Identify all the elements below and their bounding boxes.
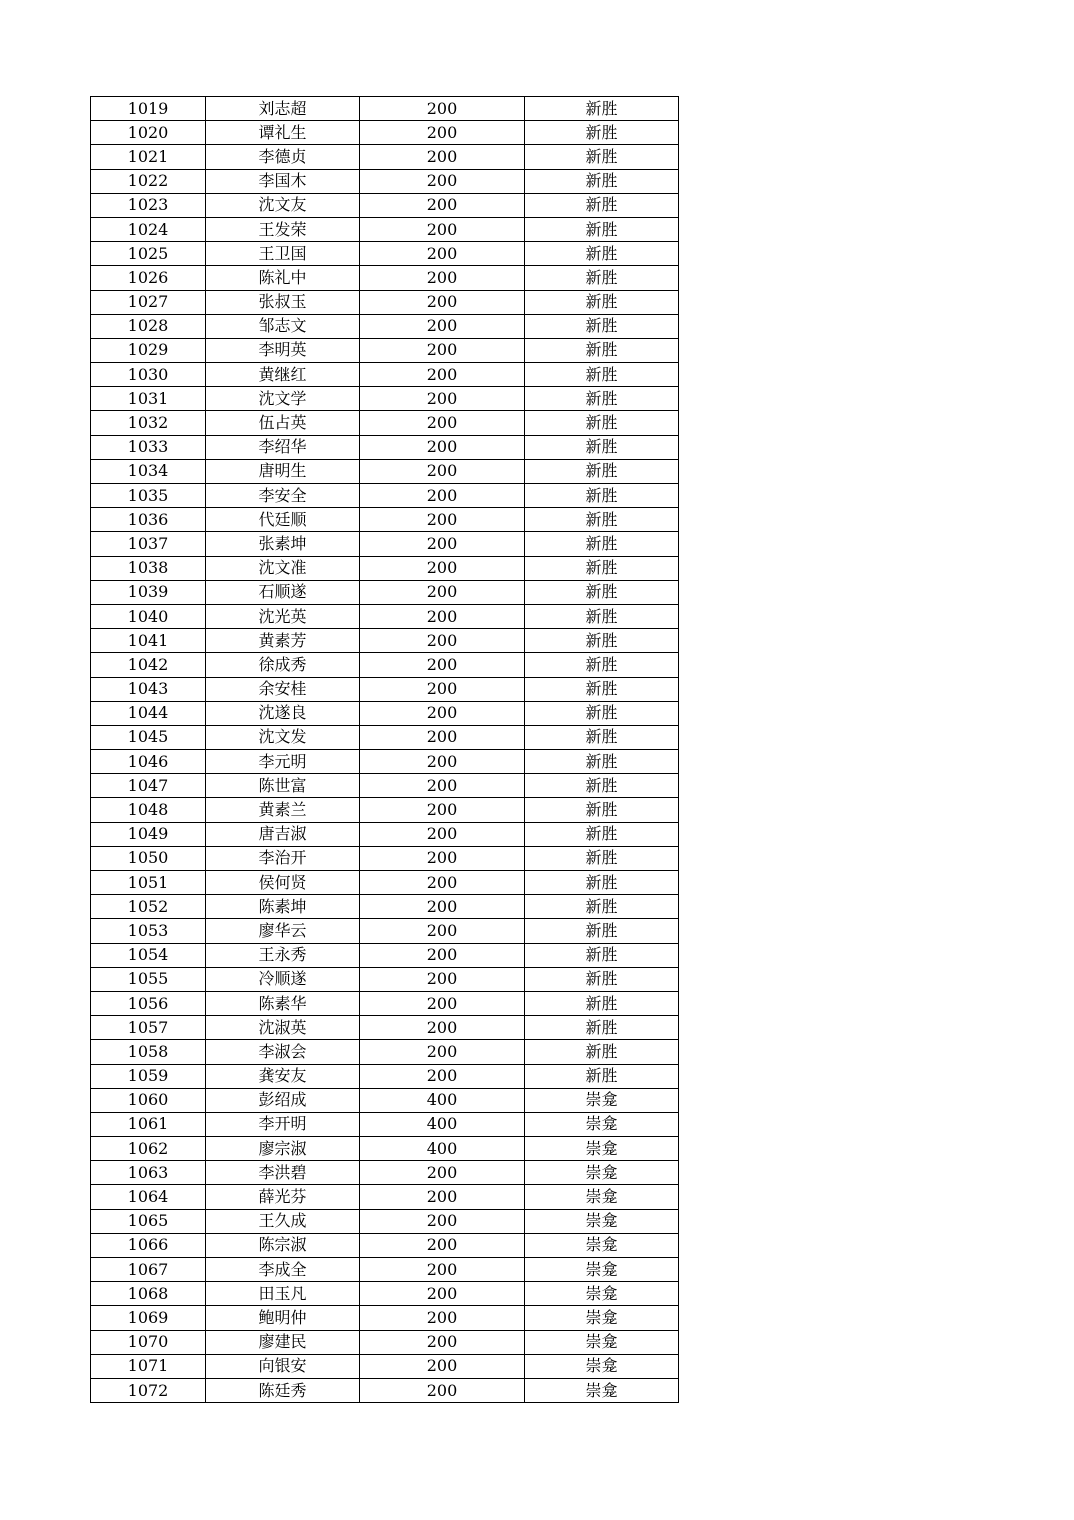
cell-village: 新胜 [525, 338, 679, 362]
table-row [91, 314, 679, 338]
cell-village: 新胜 [525, 943, 679, 967]
cell-amount: 200 [360, 314, 525, 338]
cell-amount: 200 [360, 459, 525, 483]
cell-name: 陈世富 [206, 774, 360, 798]
table-row [91, 387, 679, 411]
cell-serial-number: 1023 [91, 193, 206, 217]
cell-amount: 200 [360, 363, 525, 387]
cell-name: 陈礼中 [206, 266, 360, 290]
table-row [91, 242, 679, 266]
cell-village: 新胜 [525, 387, 679, 411]
table-row [91, 750, 679, 774]
cell-name: 鲍明仲 [206, 1306, 360, 1330]
table-row [91, 508, 679, 532]
cell-name: 代廷顺 [206, 508, 360, 532]
cell-name: 王发荣 [206, 217, 360, 241]
cell-village: 崇龛 [525, 1354, 679, 1378]
cell-amount: 200 [360, 1306, 525, 1330]
cell-amount: 200 [360, 846, 525, 870]
cell-village: 新胜 [525, 242, 679, 266]
cell-amount: 200 [360, 217, 525, 241]
cell-village: 新胜 [525, 459, 679, 483]
cell-name: 彭绍成 [206, 1088, 360, 1112]
cell-amount: 200 [360, 1282, 525, 1306]
cell-serial-number: 1044 [91, 701, 206, 725]
table-row [91, 1040, 679, 1064]
table-row [91, 121, 679, 145]
cell-amount: 200 [360, 1330, 525, 1354]
cell-serial-number: 1020 [91, 121, 206, 145]
cell-name: 陈素华 [206, 991, 360, 1015]
cell-village: 新胜 [525, 580, 679, 604]
cell-village: 新胜 [525, 895, 679, 919]
cell-serial-number: 1025 [91, 242, 206, 266]
cell-village: 新胜 [525, 677, 679, 701]
cell-amount: 400 [360, 1112, 525, 1136]
table-row [91, 338, 679, 362]
cell-amount: 200 [360, 871, 525, 895]
cell-village: 新胜 [525, 629, 679, 653]
table-row [91, 1378, 679, 1402]
table-row [91, 145, 679, 169]
cell-serial-number: 1058 [91, 1040, 206, 1064]
cell-name: 王永秀 [206, 943, 360, 967]
cell-village: 新胜 [525, 290, 679, 314]
table-row [91, 871, 679, 895]
cell-amount: 200 [360, 556, 525, 580]
table-row [91, 290, 679, 314]
cell-amount: 200 [360, 653, 525, 677]
cell-village: 新胜 [525, 169, 679, 193]
table-body [91, 97, 679, 1403]
cell-name: 唐吉淑 [206, 822, 360, 846]
table-row [91, 1088, 679, 1112]
cell-village: 新胜 [525, 725, 679, 749]
cell-name: 张素坤 [206, 532, 360, 556]
table-row [91, 1161, 679, 1185]
cell-amount: 200 [360, 1016, 525, 1040]
cell-serial-number: 1040 [91, 604, 206, 628]
table-row [91, 677, 679, 701]
cell-amount: 200 [360, 919, 525, 943]
table-row [91, 411, 679, 435]
cell-name: 沈文发 [206, 725, 360, 749]
cell-serial-number: 1043 [91, 677, 206, 701]
cell-amount: 200 [360, 1378, 525, 1402]
cell-amount: 200 [360, 798, 525, 822]
cell-name: 沈光英 [206, 604, 360, 628]
cell-serial-number: 1055 [91, 967, 206, 991]
cell-amount: 200 [360, 1064, 525, 1088]
cell-amount: 400 [360, 1088, 525, 1112]
cell-serial-number: 1028 [91, 314, 206, 338]
cell-name: 沈文学 [206, 387, 360, 411]
cell-serial-number: 1047 [91, 774, 206, 798]
table-row [91, 701, 679, 725]
cell-name: 李安全 [206, 484, 360, 508]
cell-amount: 200 [360, 604, 525, 628]
cell-serial-number: 1021 [91, 145, 206, 169]
cell-serial-number: 1027 [91, 290, 206, 314]
cell-amount: 200 [360, 1040, 525, 1064]
table-row [91, 435, 679, 459]
cell-amount: 200 [360, 677, 525, 701]
cell-amount: 200 [360, 266, 525, 290]
cell-name: 廖宗淑 [206, 1137, 360, 1161]
cell-serial-number: 1034 [91, 459, 206, 483]
cell-name: 谭礼生 [206, 121, 360, 145]
cell-serial-number: 1070 [91, 1330, 206, 1354]
table-row [91, 653, 679, 677]
cell-amount: 200 [360, 967, 525, 991]
table-row [91, 532, 679, 556]
cell-name: 廖华云 [206, 919, 360, 943]
cell-village: 新胜 [525, 774, 679, 798]
cell-serial-number: 1067 [91, 1258, 206, 1282]
table-row [91, 846, 679, 870]
cell-serial-number: 1035 [91, 484, 206, 508]
cell-name: 黄继红 [206, 363, 360, 387]
cell-name: 王久成 [206, 1209, 360, 1233]
cell-name: 李国木 [206, 169, 360, 193]
table-row [91, 1233, 679, 1257]
cell-name: 田玉凡 [206, 1282, 360, 1306]
cell-village: 新胜 [525, 750, 679, 774]
table-row [91, 459, 679, 483]
table-row [91, 1209, 679, 1233]
cell-serial-number: 1069 [91, 1306, 206, 1330]
cell-village: 新胜 [525, 363, 679, 387]
cell-village: 新胜 [525, 967, 679, 991]
cell-name: 王卫国 [206, 242, 360, 266]
cell-serial-number: 1060 [91, 1088, 206, 1112]
cell-serial-number: 1051 [91, 871, 206, 895]
cell-name: 沈文准 [206, 556, 360, 580]
cell-name: 李绍华 [206, 435, 360, 459]
cell-village: 崇龛 [525, 1378, 679, 1402]
cell-serial-number: 1038 [91, 556, 206, 580]
table-row [91, 604, 679, 628]
table-row [91, 193, 679, 217]
cell-village: 新胜 [525, 314, 679, 338]
cell-name: 沈淑英 [206, 1016, 360, 1040]
table-row [91, 169, 679, 193]
table-row [91, 774, 679, 798]
cell-amount: 200 [360, 169, 525, 193]
cell-village: 新胜 [525, 145, 679, 169]
cell-amount: 200 [360, 1209, 525, 1233]
cell-name: 李德贞 [206, 145, 360, 169]
cell-serial-number: 1062 [91, 1137, 206, 1161]
cell-serial-number: 1037 [91, 532, 206, 556]
cell-amount: 200 [360, 580, 525, 604]
cell-village: 新胜 [525, 1040, 679, 1064]
cell-serial-number: 1026 [91, 266, 206, 290]
cell-village: 新胜 [525, 484, 679, 508]
cell-amount: 200 [360, 1233, 525, 1257]
cell-village: 崇龛 [525, 1258, 679, 1282]
cell-village: 新胜 [525, 97, 679, 121]
table-row [91, 97, 679, 121]
cell-village: 新胜 [525, 121, 679, 145]
cell-village: 崇龛 [525, 1306, 679, 1330]
cell-serial-number: 1064 [91, 1185, 206, 1209]
cell-village: 新胜 [525, 508, 679, 532]
cell-village: 新胜 [525, 193, 679, 217]
cell-village: 新胜 [525, 919, 679, 943]
cell-amount: 200 [360, 1258, 525, 1282]
cell-name: 李淑会 [206, 1040, 360, 1064]
cell-village: 新胜 [525, 532, 679, 556]
cell-serial-number: 1059 [91, 1064, 206, 1088]
cell-serial-number: 1054 [91, 943, 206, 967]
cell-amount: 200 [360, 242, 525, 266]
cell-village: 新胜 [525, 653, 679, 677]
cell-amount: 200 [360, 193, 525, 217]
cell-serial-number: 1065 [91, 1209, 206, 1233]
table-row [91, 1354, 679, 1378]
table-row [91, 556, 679, 580]
table-row [91, 895, 679, 919]
cell-name: 薛光芬 [206, 1185, 360, 1209]
cell-serial-number: 1072 [91, 1378, 206, 1402]
cell-serial-number: 1030 [91, 363, 206, 387]
cell-village: 新胜 [525, 604, 679, 628]
cell-serial-number: 1039 [91, 580, 206, 604]
cell-serial-number: 1056 [91, 991, 206, 1015]
cell-name: 陈廷秀 [206, 1378, 360, 1402]
table-row [91, 967, 679, 991]
cell-serial-number: 1029 [91, 338, 206, 362]
spreadsheet-page [90, 96, 678, 1403]
cell-serial-number: 1045 [91, 725, 206, 749]
cell-village: 崇龛 [525, 1209, 679, 1233]
cell-serial-number: 1048 [91, 798, 206, 822]
table-row [91, 1330, 679, 1354]
cell-amount: 200 [360, 895, 525, 919]
cell-amount: 400 [360, 1137, 525, 1161]
cell-amount: 200 [360, 991, 525, 1015]
cell-village: 崇龛 [525, 1282, 679, 1306]
cell-serial-number: 1068 [91, 1282, 206, 1306]
cell-serial-number: 1019 [91, 97, 206, 121]
cell-amount: 200 [360, 97, 525, 121]
cell-serial-number: 1050 [91, 846, 206, 870]
cell-amount: 200 [360, 774, 525, 798]
cell-serial-number: 1053 [91, 919, 206, 943]
cell-name: 侯何贤 [206, 871, 360, 895]
cell-serial-number: 1049 [91, 822, 206, 846]
cell-name: 李治开 [206, 846, 360, 870]
cell-serial-number: 1042 [91, 653, 206, 677]
cell-amount: 200 [360, 629, 525, 653]
cell-name: 张叔玉 [206, 290, 360, 314]
cell-serial-number: 1033 [91, 435, 206, 459]
cell-name: 陈宗淑 [206, 1233, 360, 1257]
cell-village: 新胜 [525, 846, 679, 870]
cell-serial-number: 1031 [91, 387, 206, 411]
cell-amount: 200 [360, 1185, 525, 1209]
cell-amount: 200 [360, 943, 525, 967]
cell-amount: 200 [360, 725, 525, 749]
cell-name: 石顺遂 [206, 580, 360, 604]
cell-name: 李开明 [206, 1112, 360, 1136]
cell-amount: 200 [360, 435, 525, 459]
cell-name: 刘志超 [206, 97, 360, 121]
cell-amount: 200 [360, 484, 525, 508]
cell-name: 李元明 [206, 750, 360, 774]
cell-village: 新胜 [525, 217, 679, 241]
table-row [91, 484, 679, 508]
cell-amount: 200 [360, 121, 525, 145]
cell-name: 徐成秀 [206, 653, 360, 677]
cell-village: 新胜 [525, 798, 679, 822]
subsidy-table [90, 96, 679, 1403]
table-row [91, 266, 679, 290]
cell-name: 李成全 [206, 1258, 360, 1282]
table-row [91, 725, 679, 749]
cell-serial-number: 1052 [91, 895, 206, 919]
cell-serial-number: 1071 [91, 1354, 206, 1378]
table-row [91, 919, 679, 943]
cell-village: 新胜 [525, 435, 679, 459]
cell-serial-number: 1041 [91, 629, 206, 653]
cell-village: 崇龛 [525, 1088, 679, 1112]
cell-amount: 200 [360, 145, 525, 169]
cell-amount: 200 [360, 1354, 525, 1378]
cell-name: 李明英 [206, 338, 360, 362]
table-row [91, 1306, 679, 1330]
table-row [91, 1185, 679, 1209]
cell-village: 新胜 [525, 411, 679, 435]
cell-village: 崇龛 [525, 1233, 679, 1257]
cell-name: 唐明生 [206, 459, 360, 483]
cell-name: 沈遂良 [206, 701, 360, 725]
cell-name: 黄素兰 [206, 798, 360, 822]
cell-serial-number: 1024 [91, 217, 206, 241]
cell-serial-number: 1057 [91, 1016, 206, 1040]
cell-name: 黄素芳 [206, 629, 360, 653]
table-row [91, 1112, 679, 1136]
table-row [91, 217, 679, 241]
cell-amount: 200 [360, 290, 525, 314]
cell-village: 崇龛 [525, 1137, 679, 1161]
cell-name: 李洪碧 [206, 1161, 360, 1185]
table-row [91, 1258, 679, 1282]
cell-amount: 200 [360, 701, 525, 725]
cell-amount: 200 [360, 1161, 525, 1185]
cell-amount: 200 [360, 750, 525, 774]
cell-serial-number: 1061 [91, 1112, 206, 1136]
cell-name: 龚安友 [206, 1064, 360, 1088]
cell-name: 廖建民 [206, 1330, 360, 1354]
cell-serial-number: 1022 [91, 169, 206, 193]
cell-name: 邹志文 [206, 314, 360, 338]
cell-amount: 200 [360, 338, 525, 362]
cell-name: 沈文友 [206, 193, 360, 217]
table-row [91, 943, 679, 967]
cell-serial-number: 1066 [91, 1233, 206, 1257]
table-row [91, 991, 679, 1015]
cell-name: 冷顺遂 [206, 967, 360, 991]
table-row [91, 629, 679, 653]
cell-village: 新胜 [525, 1064, 679, 1088]
table-row [91, 798, 679, 822]
cell-village: 崇龛 [525, 1330, 679, 1354]
cell-serial-number: 1032 [91, 411, 206, 435]
cell-serial-number: 1063 [91, 1161, 206, 1185]
cell-village: 新胜 [525, 822, 679, 846]
cell-amount: 200 [360, 411, 525, 435]
cell-serial-number: 1036 [91, 508, 206, 532]
table-row [91, 1064, 679, 1088]
table-row [91, 1016, 679, 1040]
table-row [91, 822, 679, 846]
cell-amount: 200 [360, 387, 525, 411]
table-row [91, 1137, 679, 1161]
cell-name: 伍占英 [206, 411, 360, 435]
cell-village: 新胜 [525, 701, 679, 725]
cell-village: 新胜 [525, 1016, 679, 1040]
cell-village: 崇龛 [525, 1161, 679, 1185]
cell-village: 新胜 [525, 871, 679, 895]
cell-amount: 200 [360, 822, 525, 846]
cell-name: 余安桂 [206, 677, 360, 701]
table-row [91, 1282, 679, 1306]
cell-village: 崇龛 [525, 1112, 679, 1136]
cell-village: 崇龛 [525, 1185, 679, 1209]
cell-village: 新胜 [525, 991, 679, 1015]
cell-village: 新胜 [525, 556, 679, 580]
cell-village: 新胜 [525, 266, 679, 290]
cell-serial-number: 1046 [91, 750, 206, 774]
cell-amount: 200 [360, 532, 525, 556]
table-row [91, 363, 679, 387]
table-row [91, 580, 679, 604]
cell-name: 陈素坤 [206, 895, 360, 919]
cell-name: 向银安 [206, 1354, 360, 1378]
cell-amount: 200 [360, 508, 525, 532]
